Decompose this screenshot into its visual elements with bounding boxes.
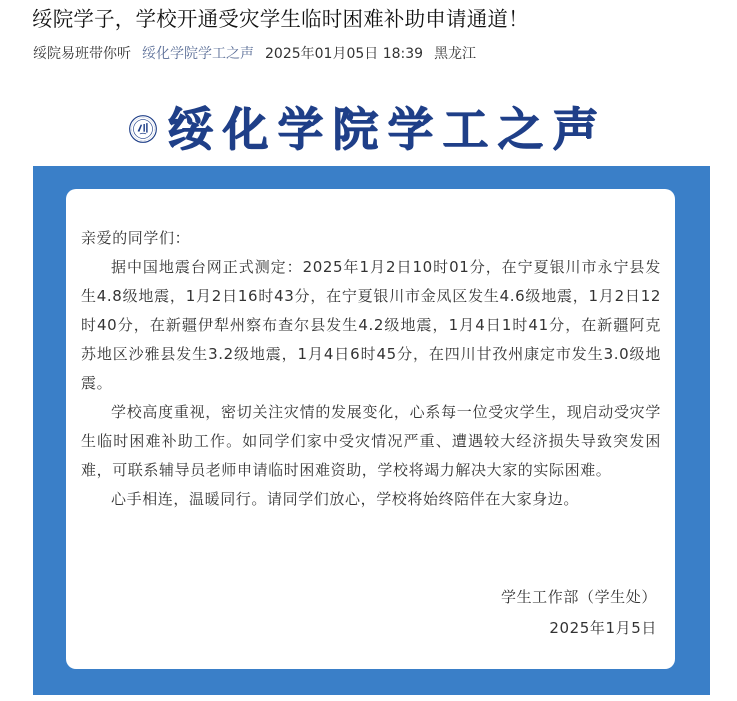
notice-paragraph: 学校高度重视，密切关注灾情的发展变化，心系每一位受灾学生，现启动受灾学生临时困难补助工作。如同学们家中受灾情况严重、遭遇较大经济损失导致突发困难，可联系辅导员老师申请临时困难资助，学校将竭力解决大家的实际困难。 [81,403,661,479]
article-meta [33,43,476,63]
article-title: 绥院学子，学校开通受灾学生临时困难补助申请通道！ [32,7,529,31]
notice-card [66,189,675,669]
notice-signature: 学生工作部（学生处） [500,588,657,606]
notice-paragraph: 据中国地震台网正式测定：2025年1月2日10时01分，在宁夏银川市永宁县发生4.8级地震，1月2日16时43分，在宁夏银川市金凤区发生4.6级地震，1月2日12时40分，在新疆伊犁州察布查尔县发生4.2级地震，1月4日1时41分，在新疆阿克苏地区沙雅县发生3.2级地震，1月4日6时45分，在四川甘孜州康定市发生3.0级地震。 [81,258,661,392]
banner-brand-text: 绥化学院学工之声 [167,102,607,156]
notice-date: 2025年1月5日 [549,619,657,637]
notice-paragraph: 心手相连，温暖同行。请同学们放心，学校将始终陪伴在大家身边。 [111,490,580,508]
notice-greeting: 亲爱的同学们： [81,229,191,247]
account-name-link[interactable]: 绥化学院学工之声 [142,46,254,62]
publish-region: 黑龙江 [434,46,477,62]
notice-panel [33,166,710,695]
header-banner-image [125,95,607,163]
author-name: 绥院易班带你听 [33,46,131,62]
publish-datetime: 2025年01月05日 18:39 [265,46,424,62]
notice-body [81,224,661,514]
university-seal-icon [129,98,157,160]
